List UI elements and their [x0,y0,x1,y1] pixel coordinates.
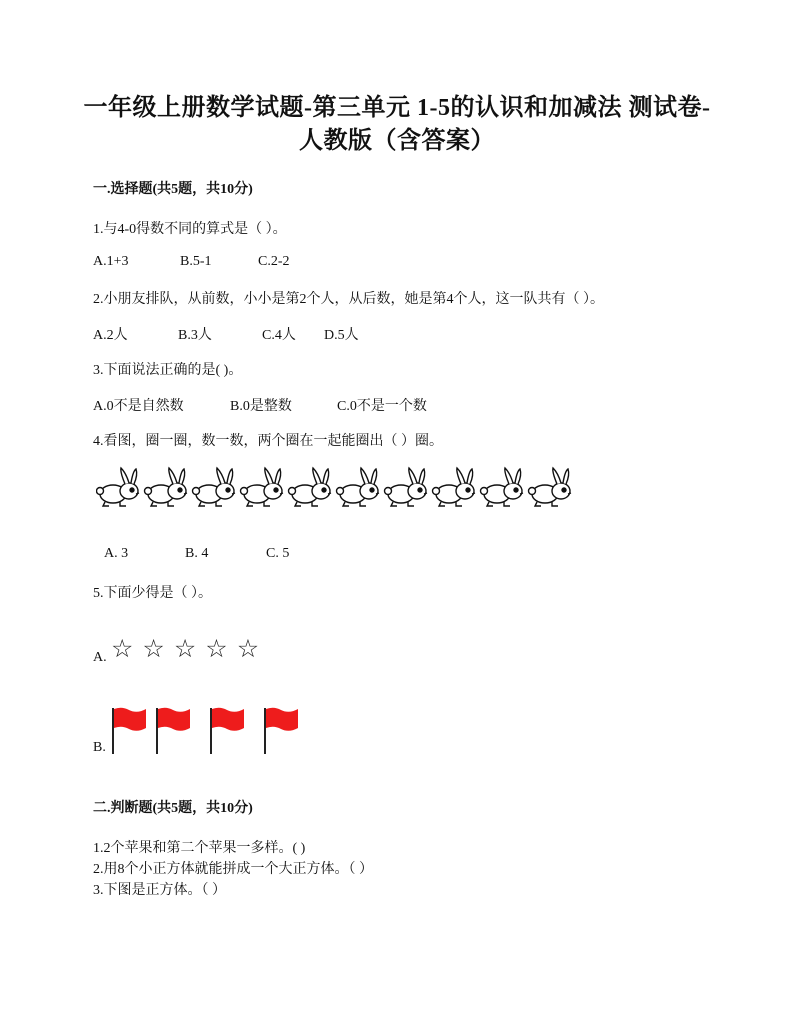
q1-option-a: A.1+3 [93,254,129,269]
judge-question-2: 2.用8个小正方体就能拼成一个大正方体。（ ） [93,862,373,877]
rabbit-icon [241,468,284,506]
question-3-text: 3.下面说法正确的是( )。 [93,363,243,378]
document-title [60,92,734,158]
q2-option-c: C.4人 [262,328,296,343]
q2-option-a: A.2人 [93,328,128,343]
red-flag-icon [211,708,244,754]
question-2-text: 2.小朋友排队，从前数，小小是第2个人，从后数，她是第4个人，这一队共有（ ）。 [93,292,604,307]
q3-option-c: C.0不是一个数 [337,399,427,414]
star-icon: ☆ [111,636,134,663]
star-icon: ☆ [205,636,228,663]
q1-option-b: B.5-1 [180,254,212,269]
title-line-2: 人教版（含答案） [299,128,495,154]
star-row [111,636,259,664]
red-flag-icon [113,708,146,754]
rabbit-icon [97,468,140,506]
q5-option-a-label: A. [93,650,107,665]
section-2-heading: 二.判断题(共5题，共10分) [93,801,253,816]
rabbit-icon [481,468,524,506]
q2-option-b: B.3人 [178,328,212,343]
title-line-1: 一年级上册数学试题-第三单元 1-5的认识和加减法 测试卷- [83,95,711,121]
star-icon: ☆ [236,636,260,663]
q3-option-a: A.0不是自然数 [93,399,184,414]
q4-option-a: A. 3 [104,546,129,561]
q4-option-c: C. 5 [266,546,290,561]
q1-option-c: C.2-2 [258,254,290,269]
question-4-text: 4.看图，圈一圈，数一数，两个圈在一起能圈出（ ）圈。 [93,434,443,449]
judge-question-3: 3.下图是正方体。（ ） [93,883,226,898]
rabbit-icon [193,468,236,506]
question-5-text: 5.下面少得是（ ）。 [93,586,212,601]
q5-option-b-label: B. [93,740,106,755]
rabbit-icon [337,468,380,506]
question-1-text: 1.与4-0得数不同的算式是（ ）。 [93,222,287,237]
star-icon: ☆ [142,636,165,663]
rabbit-icon [433,468,476,506]
rabbit-picture-row [96,466,576,508]
rabbit-icon [385,468,428,506]
q2-option-d: D.5人 [324,328,359,343]
q3-option-b: B.0是整数 [230,399,292,414]
star-icon: ☆ [173,636,197,663]
rabbit-icon [289,468,332,506]
red-flag-icon [265,708,298,754]
rabbit-icon [145,468,188,506]
flag-row [110,706,310,756]
judge-question-1: 1.2个苹果和第二个苹果一多样。( ) [93,841,306,856]
q4-option-b: B. 4 [185,546,209,561]
rabbit-icon [529,468,572,506]
section-1-heading: 一.选择题(共5题，共10分) [93,182,253,197]
red-flag-icon [157,708,190,754]
